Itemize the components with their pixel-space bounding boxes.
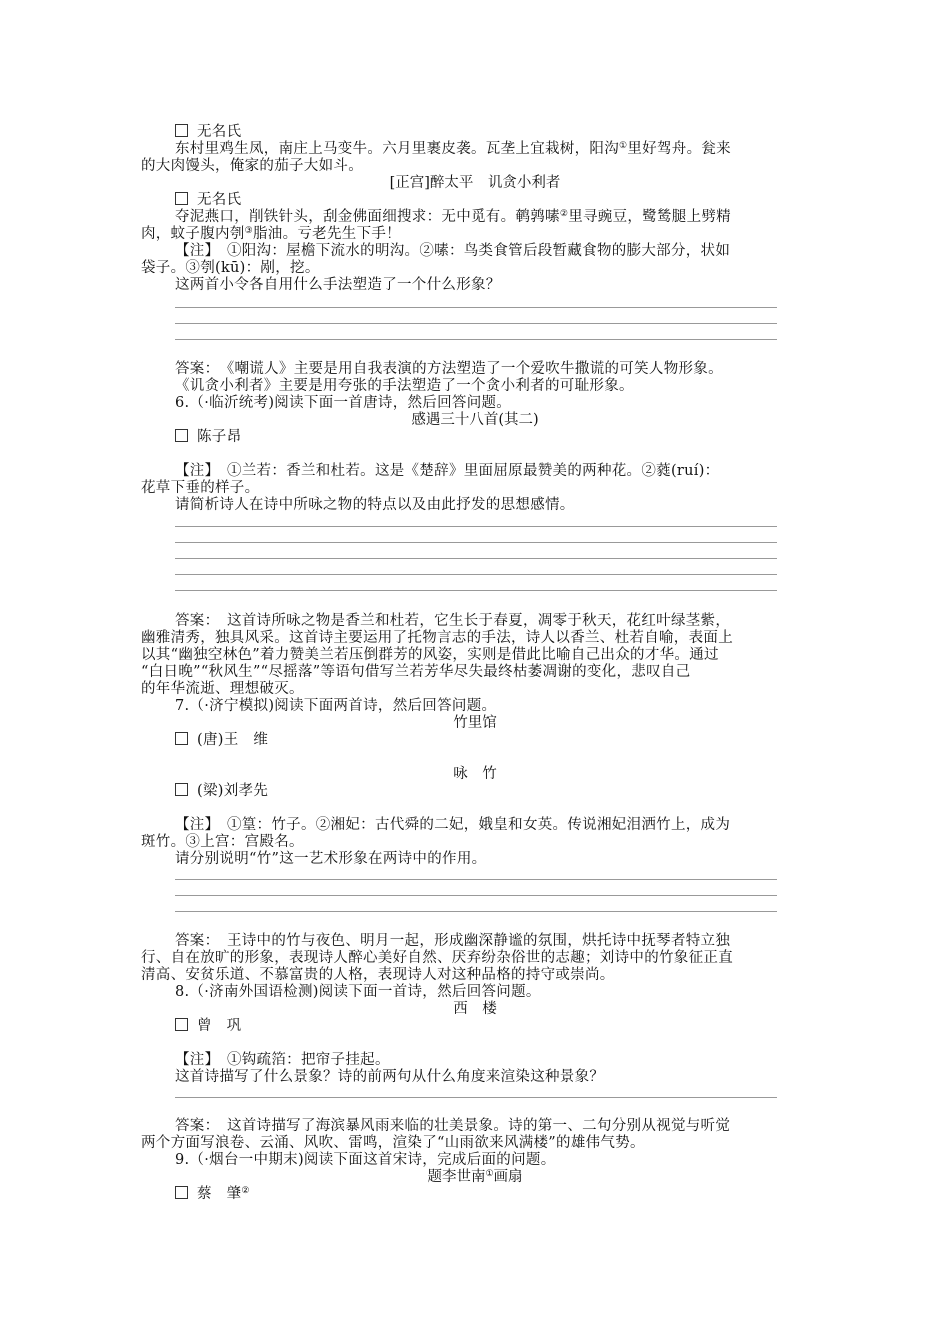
image-placeholder-icon bbox=[175, 192, 188, 205]
author-line: 曾 巩 bbox=[175, 1018, 241, 1035]
question-stem: 6.（·临沂统考)阅读下面一首唐诗，然后回答问题。 bbox=[175, 395, 512, 411]
note-line: 【注】 ①篁：竹子。②湘妃：古代舜的二妃，娥皇和女英。传说湘妃泪洒竹上，成为 bbox=[175, 817, 731, 833]
answer-blank-line bbox=[175, 590, 777, 591]
question-stem: 7.（·济宁模拟)阅读下面两首诗，然后回答问题。 bbox=[175, 698, 497, 714]
author-line: 无名氏 bbox=[175, 124, 241, 141]
answer-line: 幽雅清秀，独具风采。这首诗主要运用了托物言志的手法，诗人以香兰、杜若自喻，表面上 bbox=[141, 630, 733, 646]
poem-title: 竹里馆 bbox=[453, 715, 497, 731]
note-line: 【注】 ①钩疏箔：把帘子挂起。 bbox=[175, 1052, 390, 1068]
answer-blank-line bbox=[175, 526, 777, 527]
answer-line: 答案： 这首诗描写了海滨暴风雨来临的壮美景象。诗的第一、二句分别从视觉与听觉 bbox=[175, 1118, 731, 1134]
poem-line: 东村里鸡生凤，南庄上马变牛。六月里裹皮袭。瓦垄上宜栽树，阳沟①里好驾舟。瓮来 bbox=[175, 141, 731, 157]
image-placeholder-icon bbox=[175, 783, 188, 796]
answer-blank-line bbox=[175, 879, 777, 880]
poem-title: 感遇三十八首(其二) bbox=[411, 412, 539, 428]
footnote-marker: ① bbox=[485, 1169, 494, 1179]
question-line: 这两首小令各自用什么手法塑造了一个什么形象？ bbox=[175, 277, 501, 293]
image-placeholder-icon bbox=[175, 1018, 188, 1031]
author-line: 蔡 肇② bbox=[175, 1186, 250, 1203]
image-placeholder-icon bbox=[175, 429, 188, 442]
answer-blank-line bbox=[175, 542, 777, 543]
answer-line: 清高、安贫乐道、不慕富贵的人格，表现诗人对这种品格的持守或崇尚。 bbox=[141, 967, 615, 983]
answer-line: 的年华流逝、理想破灭。 bbox=[141, 681, 304, 697]
answer-line: 答案： 《嘲谎人》主要是用自我表演的方法塑造了一个爱吹牛撒谎的可笑人物形象。 bbox=[175, 361, 723, 377]
poem-line: 夺泥燕口，削铁针头，刮金佛面细搜求：无中觅有。鹌鹑嗉②里寻豌豆，鹭鸶腿上劈精 bbox=[175, 209, 731, 225]
answer-blank-line bbox=[175, 895, 777, 896]
poem-title: 题李世南①画扇 bbox=[427, 1169, 523, 1185]
answer-blank-line bbox=[175, 911, 777, 912]
answer-blank-line bbox=[175, 339, 777, 340]
answer-line: “白日晚”“秋风生”“尽摇落”等语句借写兰若芳华尽失最终枯萎凋谢的变化，悲叹自己 bbox=[141, 664, 691, 680]
answer-line: 以其“幽独空林色”着力赞美兰若压倒群芳的风姿，实则是借此比喻自己出众的才华。通过 bbox=[141, 647, 719, 663]
question-line: 这首诗描写了什么景象？诗的前两句从什么角度来渲染这种景象？ bbox=[175, 1069, 605, 1085]
footnote-marker: ① bbox=[619, 141, 628, 151]
answer-line: 《讥贪小利者》主要是用夸张的手法塑造了一个贪小利者的可耻形象。 bbox=[175, 378, 634, 394]
note-line: 【注】 ①兰若：香兰和杜若。这是《楚辞》里面屈原最赞美的两种花。②蕤(ruí)： bbox=[175, 463, 720, 479]
question-stem: 9.（·烟台一中期末)阅读下面这首宋诗，完成后面的问题。 bbox=[175, 1152, 556, 1168]
footnote-marker: ③ bbox=[244, 226, 253, 236]
author-line: (唐)王 维 bbox=[175, 732, 268, 749]
answer-blank-line bbox=[175, 323, 777, 324]
note-line: 【注】 ①阳沟：屋檐下流水的明沟。②嗉：鸟类食管后段暂藏食物的膨大部分，状如 bbox=[175, 243, 731, 259]
answer-blank-line bbox=[175, 307, 777, 308]
answer-blank-line bbox=[175, 558, 777, 559]
author-line: 无名氏 bbox=[175, 192, 241, 209]
note-line: 花草下垂的样子。 bbox=[141, 480, 260, 496]
answer-line: 答案： 这首诗所咏之物是香兰和杜若，它生长于春夏，凋零于秋天，花红叶绿茎紫， bbox=[175, 613, 731, 629]
answer-blank-line bbox=[175, 1097, 777, 1098]
answer-line: 答案： 王诗中的竹与夜色、明月一起，形成幽深静谧的氛围，烘托诗中抚琴者特立独 bbox=[175, 933, 731, 949]
answer-blank-line bbox=[175, 574, 777, 575]
author-line: (梁)刘孝先 bbox=[175, 783, 268, 800]
image-placeholder-icon bbox=[175, 124, 188, 137]
question-line: 请分别说明“竹”这一艺术形象在两诗中的作用。 bbox=[175, 851, 487, 867]
author-line: 陈子昂 bbox=[175, 429, 241, 446]
poem-title: 西 楼 bbox=[453, 1001, 497, 1017]
image-placeholder-icon bbox=[175, 732, 188, 745]
footnote-marker: ② bbox=[241, 1186, 250, 1196]
note-line: 袋子。③刳(kū)：剐，挖。 bbox=[141, 260, 320, 276]
question-stem: 8.（·济南外国语检测)阅读下面一首诗，然后回答问题。 bbox=[175, 984, 541, 1000]
note-line: 斑竹。③上宫：宫殿名。 bbox=[141, 834, 304, 850]
answer-line: 两个方面写浪卷、云涌、风吹、雷鸣，渲染了“山雨欲来风满楼”的雄伟气势。 bbox=[141, 1135, 645, 1151]
footnote-marker: ② bbox=[559, 209, 569, 219]
poem-line: 的大肉馒头，俺家的茄子大如斗。 bbox=[141, 158, 363, 174]
question-line: 请简析诗人在诗中所咏之物的特点以及由此抒发的思想感情。 bbox=[175, 497, 575, 513]
poem-title: [正宫]醉太平 讥贪小利者 bbox=[389, 175, 561, 191]
poem-title: 咏 竹 bbox=[453, 766, 497, 782]
answer-line: 行、自在放旷的形象，表现诗人醉心美好自然、厌弃纷杂俗世的志趣；刘诗中的竹象征正直 bbox=[141, 950, 733, 966]
image-placeholder-icon bbox=[175, 1186, 188, 1199]
poem-line: 肉，蚊子腹内刳③脂油。亏老先生下手！ bbox=[141, 226, 401, 242]
